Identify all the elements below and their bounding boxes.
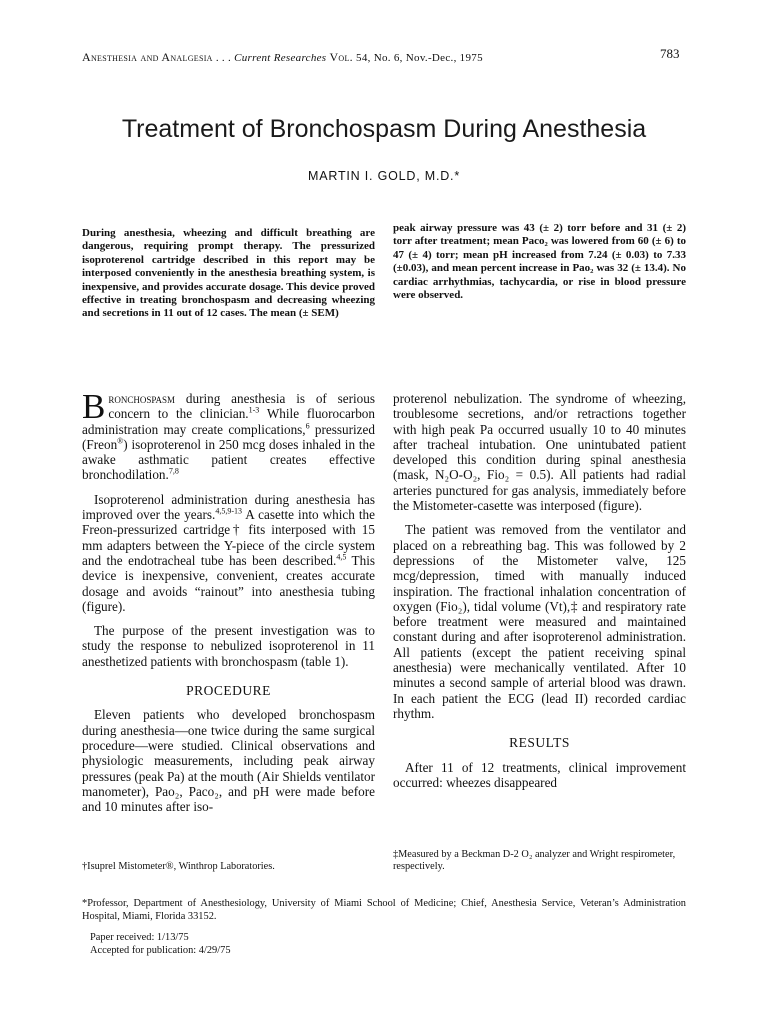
- body-right-column: [393, 391, 686, 799]
- publication-dates: [90, 931, 490, 957]
- received-date: Paper received: 1/13/75: [90, 932, 189, 943]
- registered-mark: ®: [117, 436, 124, 446]
- paragraph: The purpose of the present investigation was to study the response to nebulized isoproterenol in 11 anesthetized patients with bronchospasm (table 1).: [82, 623, 375, 669]
- journal-name: Anesthesia and Analgesia: [82, 50, 213, 64]
- article-author: MARTIN I. GOLD, M.D.*: [308, 169, 460, 183]
- intro-paragraph: Bronchospasm during anesthesia is of serious concern to the clinician.$^{1-3}$ While fluorocarbon administration may create complications,$^6$ pressurized (Freon®) isoproterenol in 250 mcg doses inhaled in the awake asthmatic patient creates effective bronchodilation.$^{7,8}$: [82, 387, 375, 483]
- paragraph: proterenol nebulization. The syndrome of wheezing, troublesome secretions, and/or retractions together with high peak Pa occurred usually 10 to 40 minutes after tracheal intubation. One unintubated patient developed this condition during spinal anesthesia (mask, N₂O-O₂, Fio₂ = 0.5). All patients had radial arteries punctured for gas analysis, immediately before the Mistometer-casette was interposed (figure).: [393, 391, 686, 514]
- citation: 7,8: [168, 467, 179, 477]
- citation: 4,5: [336, 552, 347, 562]
- procedure-heading: PROCEDURE: [186, 683, 271, 699]
- footnote-double-dagger: ‡Measured by a Beckman D-2 O₂ analyzer and Wright respirometer, respectively.: [393, 849, 676, 873]
- abstract-left-column: During anesthesia, wheezing and difficult breathing are dangerous, requiring prompt therapy. The pressurized isoproterenol cartridge described in this report may be interposed conveniently in the anesthesia breathing system, is inexpensive, and provides accurate dosage. This device proved effective in treating bronchospasm and decreasing wheezing and secretions in 11 out of 12 cases. The mean (± SEM): [82, 227, 375, 320]
- drop-cap: B: [82, 387, 106, 426]
- intro-lead-word: ronchospasm: [108, 391, 176, 406]
- paragraph: After 11 of 12 treatments, clinical improvement occurred: wheezes disappeared: [393, 759, 686, 790]
- accepted-date: Accepted for publication: 4/29/75: [90, 945, 231, 957]
- footnote-dagger: †Isuprel Mistometer®, Winthrop Laboratories.: [82, 861, 275, 872]
- page-number: 783: [660, 46, 680, 61]
- running-head-separator: . . .: [212, 52, 235, 64]
- volume-label: Vol.: [329, 50, 353, 64]
- citation: 1-3: [248, 405, 260, 415]
- paragraph: The patient was removed from the ventilator and placed on a rebreathing bag. This was followed by 2 depressions of the Mistometer valve, 125 mcg/depression, timed with manually induced inspiration. The fractional inhalation concentration of oxygen (Fio₂), tidal volume (Vt),‡ and respiratory rate before treatment were measured and maintained constant during and after isoproterenol administration. All patients (except the patient receiving spinal anesthesia) were mechanically ventilated. After 10 minutes a second sample of arterial blood was drawn. In each patient the ECG (lead II) recorded cardiac rhythm.: [393, 522, 686, 721]
- paragraph: Eleven patients who developed bronchospasm during anesthesia—one twice during the same surgical procedure—were studied. Clinical observations and physiologic measurements, including peak airway pressures (peak Pa) at the mouth (Air Shields ventilator manometer), Pao₂, Paco₂, and pH were made before and 10 minutes after iso-: [82, 707, 375, 815]
- journal-section: Current Researches: [234, 52, 327, 64]
- running-head: [82, 50, 642, 65]
- results-heading: RESULTS: [509, 735, 570, 751]
- abstract-right-column: peak airway pressure was 43 (± 2) torr before and 31 (± 2) torr after treatment; mean Paco₂ was lowered from 60 (± 6) to 47 (± 4) torr; mean pH increased from 7.24 (± 0.03) to 7.33 (±0.03), and mean percent increase in Pao₂ was 32 (± 13.4). No cardiac arrhythmias, tachycardia, or rise in blood pressure were observed.: [393, 222, 686, 302]
- citation: 4,5,9-13: [215, 506, 242, 516]
- volume-info: 54, No. 6, Nov.-Dec., 1975: [352, 52, 483, 64]
- author-affiliation: *Professor, Department of Anesthesiology, University of Miami School of Medicine; Chief, Anesthesia Service, Veteran’s Administration Hospital, Miami, Florida 33152.: [82, 898, 686, 922]
- body-left-column: [82, 387, 376, 823]
- paragraph: Isoproterenol administration during anesthesia has improved over the years.$^{4,5,9-13}$ A casette into which the Freon-pressurized cartridge† fits interposed with 15 mm adapters between the Y-piece of the circle system and the endotracheal tube has been described.$^{4,5}$ This device is inexpensive, convenient, creates accurate dosage and avoids “rainout” into anesthesia tubing (figure).: [82, 491, 376, 614]
- citation: 6: [305, 421, 310, 431]
- article-title: Treatment of Bronchospasm During Anesthesia: [121, 115, 647, 143]
